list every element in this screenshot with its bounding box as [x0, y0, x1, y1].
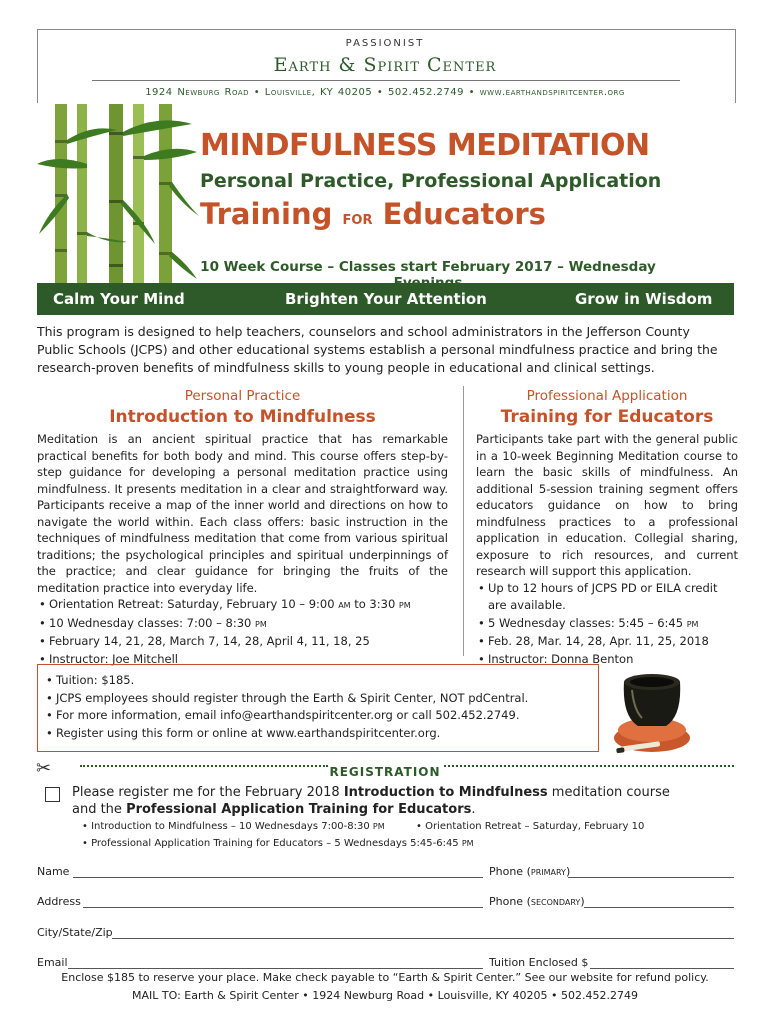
- tuition-enclosed-label: Tuition Enclosed $: [489, 956, 589, 969]
- for-word: for: [342, 208, 373, 229]
- list-item: • JCPS employees should register through the Earth & Spirit Center, NOT pdCentral.: [44, 690, 598, 708]
- list-item: • 5 Wednesday classes: 5:45 – 6:45 PM: [476, 615, 738, 634]
- phone-primary-label: Phone (PRIMARY): [489, 865, 571, 878]
- column-divider: [463, 386, 464, 656]
- list-item: • Up to 12 hours of JCPS PD or EILA credit are available.: [476, 580, 738, 615]
- right-title: Training for Educators: [500, 407, 714, 427]
- tuition-enclosed-field[interactable]: [590, 968, 734, 969]
- registration-heading: REGISTRATION: [329, 765, 441, 779]
- training-word: Training: [200, 197, 333, 231]
- header-address: 1924 Newburg Road • Louisville, KY 40205 • 502.452.2749 • www.earthandspiritcenter.org: [145, 87, 625, 98]
- main-title: MINDFULNESS MEDITATION: [200, 128, 650, 163]
- list-item: • Register using this form or online at www.earthandspiritcenter.org.: [44, 725, 598, 743]
- band-item-calm: Calm Your Mind: [53, 290, 185, 308]
- band-item-grow: Grow in Wisdom: [575, 290, 713, 308]
- tuition-list: [44, 672, 598, 742]
- footer-mail: MAIL TO: Earth & Spirit Center • 1924 Newburg Road • Louisville, KY 40205 • 502.452.2749: [132, 989, 638, 1002]
- list-item: • Orientation Retreat: Saturday, February 10 – 9:00 AM to 3:30 PM: [37, 596, 448, 615]
- left-description: Meditation is an ancient spiritual practice that has remarkable practical benefits for both body and mind. This course offers step-by-step guidance for developing a personal meditation practice using mindfulness. It presents meditation in a clear and straightforward way. Participants receive a map of the inner world and directions on how to navigate the world within. Each class offers: basic instruction in the techniques of mindfulness meditation that come from various spiritual traditions; the psychological principles and spiritual underpinnings of the practice; and clear guidance for bringing the fruits of the meditation practice into everyday life.: [37, 432, 448, 595]
- subtitle: Personal Practice, Professional Application: [200, 170, 662, 192]
- address-field[interactable]: [83, 907, 483, 908]
- phone-secondary-field[interactable]: [584, 907, 734, 908]
- list-item: • For more information, email info@earthandspiritcenter.org or call 502.452.2749.: [44, 707, 598, 725]
- city-label: City/State/Zip: [37, 926, 113, 939]
- left-title: Introduction to Mindfulness: [109, 407, 376, 427]
- singing-bowl-illustration: [608, 660, 696, 756]
- center-name: Earth & Spirit Center: [273, 54, 497, 76]
- register-checkbox[interactable]: [45, 787, 60, 802]
- scissors-icon: ✂: [36, 758, 52, 779]
- right-bullets: [476, 580, 738, 669]
- option-intro: • Introduction to Mindfulness – 10 Wednesdays 7:00-8:30 PM: [82, 821, 385, 832]
- right-label: Professional Application: [526, 388, 688, 404]
- email-label: Email: [37, 956, 68, 969]
- header-rule: [92, 80, 680, 81]
- list-item: • February 14, 21, 28, March 7, 14, 28, April 4, 11, 18, 25: [37, 633, 448, 651]
- name-field[interactable]: [73, 877, 483, 878]
- name-label: Name: [37, 865, 70, 878]
- header-tagline: PASSIONIST: [345, 38, 425, 49]
- intro-paragraph: This program is designed to help teachers, counselors and school administrators in the Jefferson County Public Schools (JCPS) and other educational systems establish a personal mindfulness practice and bring the research-proven benefits of mindfulness skills to young people in educational and clinical settings.: [37, 324, 718, 375]
- training-title: [200, 197, 546, 231]
- right-description: Participants take part with the general public in a 10-week Beginning Meditation course to learn the basic skills of mindfulness. An additional 5-session training segment offers educators guidance on how to bring mindfulness practices to a professional application in education. Collegial sharing, exposure to rich resources, and current research will support this application.: [476, 432, 738, 578]
- left-column: [37, 388, 448, 668]
- right-column: [476, 388, 738, 668]
- list-item: • Instructor: Donna Benton: [476, 651, 738, 669]
- list-item: • Feb. 28, Mar. 14, 28, Apr. 11, 25, 2018: [476, 633, 738, 651]
- course-line: 10 Week Course – Classes start February 2017 – Wednesday: [200, 259, 656, 275]
- phone-secondary-label: Phone (SECONDARY): [489, 895, 585, 908]
- email-field[interactable]: [68, 968, 483, 969]
- city-field[interactable]: [112, 938, 734, 939]
- educators-word: Educators: [382, 197, 546, 231]
- list-item: • 10 Wednesday classes: 7:00 – 8:30 PM: [37, 615, 448, 634]
- tuition-box: [37, 664, 599, 752]
- theme-band: [37, 283, 734, 315]
- left-bullets: [37, 596, 448, 668]
- list-item: • Instructor: Joe Mitchell: [37, 651, 448, 669]
- option-professional: • Professional Application Training for Educators – 5 Wednesdays 5:45-6:45 PM: [82, 838, 474, 849]
- phone-primary-field[interactable]: [568, 877, 734, 878]
- left-label: Personal Practice: [184, 388, 301, 404]
- registration-text: Please register me for the February 2018 Introduction to Mindfulness meditation course and the Professional Application Training for Educators.: [72, 785, 670, 817]
- address-label: Address: [37, 895, 81, 908]
- option-retreat: • Orientation Retreat – Saturday, February 10: [416, 821, 645, 832]
- footer-enclose: Enclose $185 to reserve your place. Make check payable to “Earth & Spirit Center.” See our website for refund policy.: [61, 971, 709, 984]
- list-item: • Tuition: $185.: [44, 672, 598, 690]
- band-item-brighten: Brighten Your Attention: [285, 290, 487, 308]
